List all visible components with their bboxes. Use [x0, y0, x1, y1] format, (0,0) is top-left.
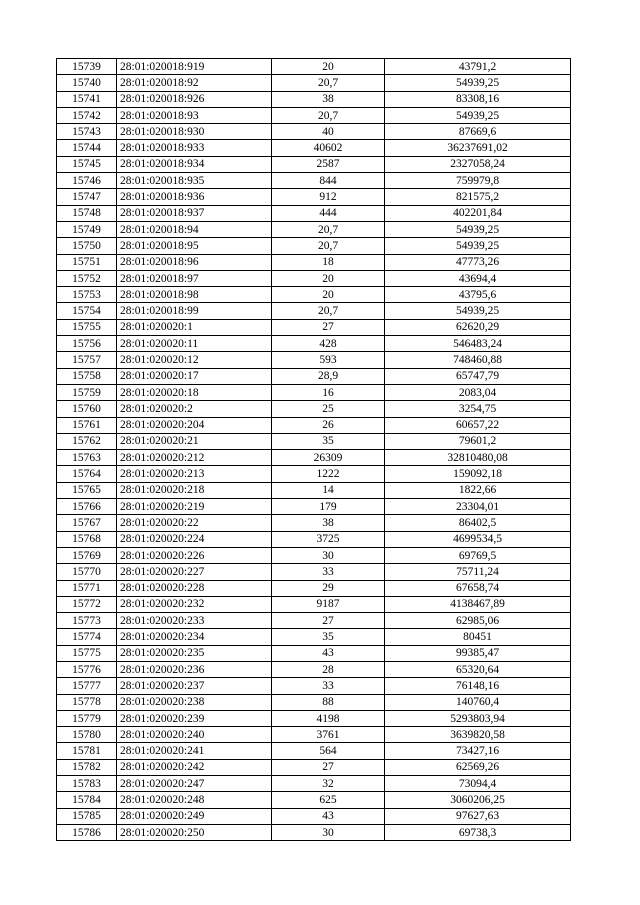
- cadastral-table: [56, 58, 571, 841]
- value-cell: 62569,26: [385, 759, 571, 775]
- cadastral-number-cell: 28:01:020020:226: [117, 547, 272, 563]
- value-cell: 3060206,25: [385, 792, 571, 808]
- row-number-cell: 15757: [57, 352, 117, 368]
- table-row: [57, 75, 571, 91]
- row-number-cell: 15765: [57, 482, 117, 498]
- table-row: [57, 776, 571, 792]
- area-cell: 20,7: [272, 303, 385, 319]
- value-cell: 67658,74: [385, 580, 571, 596]
- area-cell: 38: [272, 91, 385, 107]
- table-body: [57, 59, 571, 841]
- cadastral-number-cell: 28:01:020020:17: [117, 368, 272, 384]
- row-number-cell: 15741: [57, 91, 117, 107]
- cadastral-number-cell: 28:01:020020:218: [117, 482, 272, 498]
- table-row: [57, 173, 571, 189]
- row-number-cell: 15739: [57, 59, 117, 75]
- table-row: [57, 629, 571, 645]
- row-number-cell: 15785: [57, 808, 117, 824]
- cadastral-number-cell: 28:01:020020:248: [117, 792, 272, 808]
- row-number-cell: 15773: [57, 613, 117, 629]
- table-row: [57, 466, 571, 482]
- cadastral-number-cell: 28:01:020020:233: [117, 613, 272, 629]
- area-cell: 14: [272, 482, 385, 498]
- value-cell: 80451: [385, 629, 571, 645]
- value-cell: 54939,25: [385, 75, 571, 91]
- table-row: [57, 645, 571, 661]
- value-cell: 1822,66: [385, 482, 571, 498]
- value-cell: 5293803,94: [385, 710, 571, 726]
- value-cell: 3639820,58: [385, 727, 571, 743]
- cadastral-number-cell: 28:01:020020:224: [117, 531, 272, 547]
- cadastral-number-cell: 28:01:020020:219: [117, 499, 272, 515]
- row-number-cell: 15749: [57, 221, 117, 237]
- cadastral-number-cell: 28:01:020018:934: [117, 156, 272, 172]
- area-cell: 2587: [272, 156, 385, 172]
- cadastral-number-cell: 28:01:020020:212: [117, 450, 272, 466]
- table-row: [57, 759, 571, 775]
- cadastral-number-cell: 28:01:020020:21: [117, 433, 272, 449]
- area-cell: 33: [272, 564, 385, 580]
- row-number-cell: 15759: [57, 384, 117, 400]
- value-cell: 79601,2: [385, 433, 571, 449]
- cadastral-number-cell: 28:01:020020:1: [117, 319, 272, 335]
- row-number-cell: 15784: [57, 792, 117, 808]
- table-row: [57, 107, 571, 123]
- value-cell: 43791,2: [385, 59, 571, 75]
- table-row: [57, 710, 571, 726]
- table-row: [57, 743, 571, 759]
- table-row: [57, 270, 571, 286]
- row-number-cell: 15746: [57, 173, 117, 189]
- value-cell: 60657,22: [385, 417, 571, 433]
- row-number-cell: 15771: [57, 580, 117, 596]
- area-cell: 16: [272, 384, 385, 400]
- value-cell: 140760,4: [385, 694, 571, 710]
- table-row: [57, 808, 571, 824]
- cadastral-number-cell: 28:01:020020:234: [117, 629, 272, 645]
- area-cell: 27: [272, 613, 385, 629]
- table-row: [57, 417, 571, 433]
- area-cell: 38: [272, 515, 385, 531]
- cadastral-number-cell: 28:01:020018:96: [117, 254, 272, 270]
- cadastral-number-cell: 28:01:020018:94: [117, 221, 272, 237]
- area-cell: 20,7: [272, 221, 385, 237]
- cadastral-number-cell: 28:01:020020:22: [117, 515, 272, 531]
- area-cell: 3761: [272, 727, 385, 743]
- value-cell: 821575,2: [385, 189, 571, 205]
- table-row: [57, 531, 571, 547]
- area-cell: 43: [272, 645, 385, 661]
- value-cell: 65320,64: [385, 661, 571, 677]
- table-row: [57, 678, 571, 694]
- table-row: [57, 368, 571, 384]
- area-cell: 625: [272, 792, 385, 808]
- table-row: [57, 824, 571, 840]
- row-number-cell: 15770: [57, 564, 117, 580]
- row-number-cell: 15750: [57, 238, 117, 254]
- area-cell: 428: [272, 336, 385, 352]
- cadastral-number-cell: 28:01:020020:213: [117, 466, 272, 482]
- value-cell: 4699534,5: [385, 531, 571, 547]
- table-row: [57, 319, 571, 335]
- row-number-cell: 15748: [57, 205, 117, 221]
- area-cell: 9187: [272, 596, 385, 612]
- value-cell: 54939,25: [385, 107, 571, 123]
- cadastral-number-cell: 28:01:020020:236: [117, 661, 272, 677]
- table-row: [57, 482, 571, 498]
- area-cell: 20: [272, 270, 385, 286]
- area-cell: 844: [272, 173, 385, 189]
- area-cell: 40602: [272, 140, 385, 156]
- value-cell: 75711,24: [385, 564, 571, 580]
- cadastral-number-cell: 28:01:020020:228: [117, 580, 272, 596]
- table-row: [57, 547, 571, 563]
- value-cell: 73094,4: [385, 776, 571, 792]
- row-number-cell: 15778: [57, 694, 117, 710]
- value-cell: 47773,26: [385, 254, 571, 270]
- row-number-cell: 15764: [57, 466, 117, 482]
- area-cell: 27: [272, 759, 385, 775]
- table-row: [57, 596, 571, 612]
- cadastral-number-cell: 28:01:020018:936: [117, 189, 272, 205]
- row-number-cell: 15779: [57, 710, 117, 726]
- row-number-cell: 15745: [57, 156, 117, 172]
- value-cell: 32810480,08: [385, 450, 571, 466]
- value-cell: 2327058,24: [385, 156, 571, 172]
- cadastral-number-cell: 28:01:020020:18: [117, 384, 272, 400]
- row-number-cell: 15768: [57, 531, 117, 547]
- area-cell: 26309: [272, 450, 385, 466]
- cadastral-number-cell: 28:01:020020:247: [117, 776, 272, 792]
- area-cell: 20,7: [272, 238, 385, 254]
- cadastral-number-cell: 28:01:020018:937: [117, 205, 272, 221]
- table-row: [57, 254, 571, 270]
- value-cell: 73427,16: [385, 743, 571, 759]
- row-number-cell: 15742: [57, 107, 117, 123]
- area-cell: 25: [272, 401, 385, 417]
- row-number-cell: 15762: [57, 433, 117, 449]
- cadastral-number-cell: 28:01:020018:919: [117, 59, 272, 75]
- table-row: [57, 205, 571, 221]
- area-cell: 20: [272, 59, 385, 75]
- value-cell: 54939,25: [385, 238, 571, 254]
- value-cell: 402201,84: [385, 205, 571, 221]
- table-row: [57, 352, 571, 368]
- value-cell: 23304,01: [385, 499, 571, 515]
- area-cell: 4198: [272, 710, 385, 726]
- row-number-cell: 15780: [57, 727, 117, 743]
- table-row: [57, 433, 571, 449]
- area-cell: 30: [272, 547, 385, 563]
- area-cell: 35: [272, 433, 385, 449]
- cadastral-number-cell: 28:01:020020:238: [117, 694, 272, 710]
- row-number-cell: 15775: [57, 645, 117, 661]
- table-row: [57, 499, 571, 515]
- value-cell: 86402,5: [385, 515, 571, 531]
- table-row: [57, 515, 571, 531]
- row-number-cell: 15755: [57, 319, 117, 335]
- value-cell: 159092,18: [385, 466, 571, 482]
- area-cell: 33: [272, 678, 385, 694]
- cadastral-number-cell: 28:01:020020:240: [117, 727, 272, 743]
- cadastral-number-cell: 28:01:020020:232: [117, 596, 272, 612]
- cadastral-number-cell: 28:01:020020:2: [117, 401, 272, 417]
- row-number-cell: 15743: [57, 124, 117, 140]
- row-number-cell: 15751: [57, 254, 117, 270]
- area-cell: 444: [272, 205, 385, 221]
- row-number-cell: 15752: [57, 270, 117, 286]
- table-row: [57, 336, 571, 352]
- area-cell: 20,7: [272, 75, 385, 91]
- table-row: [57, 221, 571, 237]
- row-number-cell: 15763: [57, 450, 117, 466]
- cadastral-number-cell: 28:01:020018:97: [117, 270, 272, 286]
- row-number-cell: 15786: [57, 824, 117, 840]
- value-cell: 748460,88: [385, 352, 571, 368]
- row-number-cell: 15761: [57, 417, 117, 433]
- area-cell: 179: [272, 499, 385, 515]
- area-cell: 27: [272, 319, 385, 335]
- cadastral-number-cell: 28:01:020020:12: [117, 352, 272, 368]
- row-number-cell: 15756: [57, 336, 117, 352]
- value-cell: 69769,5: [385, 547, 571, 563]
- row-number-cell: 15783: [57, 776, 117, 792]
- area-cell: 88: [272, 694, 385, 710]
- table-row: [57, 564, 571, 580]
- value-cell: 3254,75: [385, 401, 571, 417]
- table-row: [57, 124, 571, 140]
- area-cell: 18: [272, 254, 385, 270]
- value-cell: 62985,06: [385, 613, 571, 629]
- table-row: [57, 580, 571, 596]
- row-number-cell: 15754: [57, 303, 117, 319]
- area-cell: 40: [272, 124, 385, 140]
- row-number-cell: 15760: [57, 401, 117, 417]
- area-cell: 32: [272, 776, 385, 792]
- area-cell: 29: [272, 580, 385, 596]
- area-cell: 35: [272, 629, 385, 645]
- value-cell: 546483,24: [385, 336, 571, 352]
- row-number-cell: 15747: [57, 189, 117, 205]
- row-number-cell: 15781: [57, 743, 117, 759]
- row-number-cell: 15758: [57, 368, 117, 384]
- value-cell: 36237691,02: [385, 140, 571, 156]
- area-cell: 30: [272, 824, 385, 840]
- cadastral-number-cell: 28:01:020020:227: [117, 564, 272, 580]
- table-row: [57, 792, 571, 808]
- cadastral-number-cell: 28:01:020018:926: [117, 91, 272, 107]
- value-cell: 62620,29: [385, 319, 571, 335]
- cadastral-number-cell: 28:01:020020:204: [117, 417, 272, 433]
- table-row: [57, 140, 571, 156]
- row-number-cell: 15772: [57, 596, 117, 612]
- row-number-cell: 15776: [57, 661, 117, 677]
- value-cell: 54939,25: [385, 303, 571, 319]
- cadastral-number-cell: 28:01:020018:93: [117, 107, 272, 123]
- table-row: [57, 91, 571, 107]
- cadastral-number-cell: 28:01:020020:250: [117, 824, 272, 840]
- table-row: [57, 189, 571, 205]
- table-row: [57, 727, 571, 743]
- row-number-cell: 15740: [57, 75, 117, 91]
- table-row: [57, 661, 571, 677]
- cadastral-number-cell: 28:01:020020:239: [117, 710, 272, 726]
- value-cell: 65747,79: [385, 368, 571, 384]
- area-cell: 20,7: [272, 107, 385, 123]
- area-cell: 20: [272, 287, 385, 303]
- value-cell: 43795,6: [385, 287, 571, 303]
- cadastral-number-cell: 28:01:020018:99: [117, 303, 272, 319]
- row-number-cell: 15753: [57, 287, 117, 303]
- table-row: [57, 401, 571, 417]
- cadastral-number-cell: 28:01:020018:933: [117, 140, 272, 156]
- row-number-cell: 15774: [57, 629, 117, 645]
- row-number-cell: 15744: [57, 140, 117, 156]
- value-cell: 759979,8: [385, 173, 571, 189]
- area-cell: 593: [272, 352, 385, 368]
- value-cell: 87669,6: [385, 124, 571, 140]
- table-row: [57, 156, 571, 172]
- value-cell: 97627,63: [385, 808, 571, 824]
- value-cell: 69738,3: [385, 824, 571, 840]
- cadastral-number-cell: 28:01:020020:11: [117, 336, 272, 352]
- value-cell: 54939,25: [385, 221, 571, 237]
- cadastral-number-cell: 28:01:020020:249: [117, 808, 272, 824]
- cadastral-number-cell: 28:01:020018:98: [117, 287, 272, 303]
- table-row: [57, 287, 571, 303]
- cadastral-number-cell: 28:01:020018:95: [117, 238, 272, 254]
- area-cell: 3725: [272, 531, 385, 547]
- row-number-cell: 15766: [57, 499, 117, 515]
- cadastral-number-cell: 28:01:020020:235: [117, 645, 272, 661]
- area-cell: 912: [272, 189, 385, 205]
- table-row: [57, 384, 571, 400]
- value-cell: 99385,47: [385, 645, 571, 661]
- value-cell: 4138467,89: [385, 596, 571, 612]
- row-number-cell: 15777: [57, 678, 117, 694]
- area-cell: 564: [272, 743, 385, 759]
- value-cell: 83308,16: [385, 91, 571, 107]
- row-number-cell: 15782: [57, 759, 117, 775]
- cadastral-number-cell: 28:01:020018:930: [117, 124, 272, 140]
- cadastral-number-cell: 28:01:020018:92: [117, 75, 272, 91]
- cadastral-number-cell: 28:01:020020:241: [117, 743, 272, 759]
- table-row: [57, 694, 571, 710]
- cadastral-number-cell: 28:01:020018:935: [117, 173, 272, 189]
- area-cell: 43: [272, 808, 385, 824]
- value-cell: 76148,16: [385, 678, 571, 694]
- table-row: [57, 238, 571, 254]
- table-row: [57, 613, 571, 629]
- area-cell: 1222: [272, 466, 385, 482]
- area-cell: 26: [272, 417, 385, 433]
- table-row: [57, 303, 571, 319]
- row-number-cell: 15767: [57, 515, 117, 531]
- row-number-cell: 15769: [57, 547, 117, 563]
- cadastral-number-cell: 28:01:020020:242: [117, 759, 272, 775]
- table-row: [57, 450, 571, 466]
- value-cell: 43694,4: [385, 270, 571, 286]
- area-cell: 28,9: [272, 368, 385, 384]
- cadastral-number-cell: 28:01:020020:237: [117, 678, 272, 694]
- value-cell: 2083,04: [385, 384, 571, 400]
- area-cell: 28: [272, 661, 385, 677]
- table-row: [57, 59, 571, 75]
